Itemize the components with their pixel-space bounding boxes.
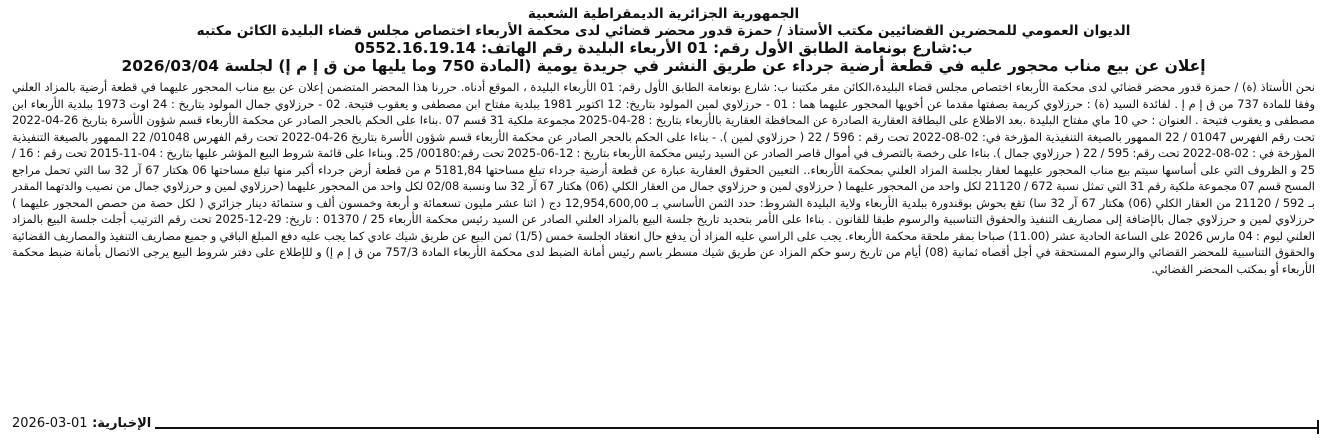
footer-source-date: الإخبارية: 2026-03-01	[8, 416, 155, 431]
republic-heading: الجمهورية الجزائرية الديمقراطية الشعبية	[527, 6, 800, 22]
footer-rule-end	[1317, 420, 1319, 434]
footer-rule	[128, 427, 1319, 429]
notice-body: نحن الأستاذ (ة) / حمزة قدور محضر قضائي لدى محكمة الأربعاء اختصاص مجلس قضاء البليدة،الكائن مقر مكتبنا ب: شارع بونعامة الطابق الأول رقم: 01 الأربعاء البليدة ، الموقع أدناه. حررنا هذا المحضر المتضمن إعلان عن بيع مناب المحجور عليهما في قطعة أرضية بالمزاد العلني وفقا للمادة 737 من ق إ م إ . لفائدة السيد (ة) : حرزلاوي كريمة بصفتها مقدما عن أخويها المحجور عليهما هما : 01 - حرزلاوي لمين المولود بتاريخ: 12 اكتوبر 1981 ببلدية مفتاح ابن مصطفى و يعقوب فتيحة. 02 - حرزلاوي جمال المولود بتاريخ : 24 اوت 1973 ببلدية الأربعاء ابن مصطفى و يعقوب فتيحة . العنوان : حي 10 ماي مفتاح البليدة .بعد الاطلاع على البطاقة العقارية الصادرة عن المحافظة العقارية بالأربعاء بتاريخ : 28-04-2025 مجموعة ملكية 31 قسم 07 .بناءا على الحكم بالحجر الصادر عن محكمة الأربعاء قسم شؤون الأسرة بتاريخ 26-04-2022 تحت رقم الفهرس 01047 / 22 الممهور بالصيغة التنفيذية المؤرخة في: 02-08-2022 تحت رقم : 596 / 22 ( حرزلاوي لمين ). - بناءا على الحكم بالحجر الصادر عن محكمة الأربعاء قسم شؤون الأسرة بتاريخ 26-04-2022 تحت رقم الفهرس 01048/ 22 الممهور بالصيغة التنفيذية المؤرخة في : 02-08-2022 تحت رقم: 595 / 22 ( حرزلاوي جمال ). بناءا على رخصة بالتصرف في أموال قاصر الصادر عن السيد رئيس محكمة الأربعاء بتاريخ : 12-06-2025 تحت رقم:00180/ 25. وبناءا على قائمة شروط البيع المؤشر عليها بتاريخ : 04-11-2015 تحت رقم : 16 / 25 و الظروف التي على أساسها سيتم بيع مناب المحجور عليهما لعقار بجلسة المزاد العلني بمحكمة الأربعاء.. التعيين الحقوق العقارية عبارة عن قطعة أرضية جرداء تبلغ مساحتها 5181,84 م من قطعة أرض جرداء أكبر منها تبلغ مساحتها 06 هكتار 67 آر 32 سا التي تحمل مراجع المسح قسم 07 مجموعة ملكية رقم 31 التي تمثل نسبة 672 / 21120 لكل واحد من المحجور عليهما ( حرزلاوي لمين و حرزلاوي جمال من العقار الكلي (06) هكتار 67 آر 32 سا ونسبة 02/08 لكل واحد من المحجور عليهما (حرزلاوي لمين و حرزلاوي جمال من نصيب والدتهما المقدر بـ 592 / 21120 من العقار الكلي (06) هكتار 67 آر 32 سا) تقع بحوش بوقندورة ببلدية الأربعاء ولاية البليدة الشروط: حدد الثمن الأساسي بـ 12,954,600,00 دج ( اثنا عشر مليون تسعمائة و أربعة وخمسون ألف و ستمائة دينار جزائري ( لكل حصة من حصص المحجور عليهما ) حرزلاوي لمين و حرزلاوي جمال بالإضافة إلى مصاريف التنفيذ والحقوق التناسبية والرسوم طبقا للقانون . بناءا على الأمر بتحديد تاريخ جلسة البيع بالمزاد العلني الصادر عن السيد رئيس محكمة الأربعاء 25 / 01370 : تاريخ: 29-12-2025 تحت رقم الترتيب أجلت جلسة البيع بالمزاد العلني ليوم : 04 مارس 2026 على الساعة الحادية عشر (11.00) صباحا بمقر ملحقة محكمة الأربعاء. يجب على الراسي عليه المزاد أن يدفع حال انعقاد الجلسة خمس (1/5) ثمن البيع عن طريق شيك عادي كما يجب عليه دفع المبلغ الباقي و جميع مصاريف التنفيذ والمصاريف القضائية والحقوق التناسبية للمحضر القضائي والرسوم المستحقة في أجل أقصاه ثمانية (08) أيام من تاريخ رسو حكم المزاد عن طريق شيك مسطر باسم رئيس أمانة الضبط لدى محكمة الأربعاء المادة 757/3 من ق إ م إ) و للإطلاع على دفتر شروط البيع يرجى الاتصال بأمانة ضبط محكمة الأربعاء أو بمكتب المحضر القضائي.	[12, 80, 1315, 277]
newspaper-name: الإخبارية	[97, 416, 152, 431]
publication-date: 2026-03-01	[12, 416, 88, 431]
footer	[8, 416, 1319, 438]
bailiff-office-heading: الديوان العمومي للمحضرين القضائيين مكتب الأستاذ / حمزة قدور محضر قضائي لدى محكمة الأربعاء اختصاص مجلس قضاء البليدة الكائن مكتبه	[196, 23, 1131, 39]
notice-title: إعلان عن بيع مناب محجور عليه في قطعة أرضية جرداء عن طريق النشر في جريدة يومية (المادة 750 وما يليها من ق إ م إ) لجلسة 2026/03/04	[121, 57, 1206, 75]
office-address-phone: ب:شارع بونعامة الطابق الأول رقم: 01 الأربعاء البليدة رقم الهاتف: 0552.16.19.14	[354, 39, 973, 57]
